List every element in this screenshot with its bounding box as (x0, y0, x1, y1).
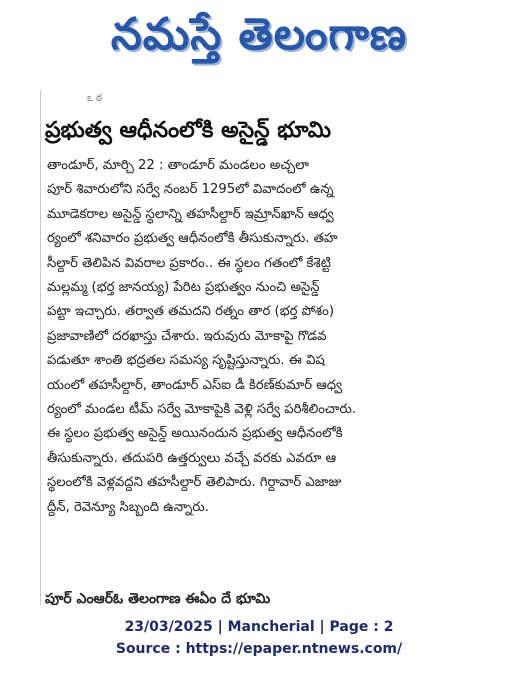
article-line: స్థలంలోకి వెళ్లవద్దని తహసీల్దార్ తెలిపారు. గిర్దావార్ ఎజాజు (47, 475, 342, 491)
article-headline: ప్రభుత్వ ఆధీనంలోకి అసైన్డ్ భూమి (45, 118, 332, 143)
article-line: పడుతూ శాంతి భద్రతల సమస్య సృష్టిస్తున్నారు. ఈ విష (47, 353, 325, 369)
article-line: ర్యంలో శనివారం ప్రభుత్వ ఆధీనంలోకి తీసుకున్నారు. తహ (47, 231, 338, 247)
article-line: సీల్దార్ తెలిపిన వివరాల ప్రకారం.. ఈ స్థలం గతంలో కేశెట్టి (47, 255, 331, 271)
newspaper-masthead (0, 0, 518, 80)
footer-source-link[interactable]: Source : https://epaper.ntnews.com/ (115, 641, 403, 657)
news-clipping (40, 90, 481, 605)
article-line: ద్దీన్, రెవెన్యూ సిబ్బంది ఉన్నారు. (47, 499, 209, 515)
article-line: తీసుకున్నారు. తదుపరి ఉత్తర్వులు వచ్చే వరకు ఎవరూ ఆ (47, 450, 337, 466)
clip-top-fragment: ఽ ఠ (87, 93, 103, 104)
footer-date-edition: 23/03/2025 | Mancherial | Page : 2 (124, 619, 394, 635)
article-line: పూర్ శివారులోని సర్వే నంబర్ 1295లో వివాదంలో ఉన్న (47, 182, 334, 198)
masthead-title: నమస్తే తెలంగాణ (110, 9, 408, 60)
article-line: ఈ స్థలం ప్రభుత్వ అసైన్డ్ అయినందున ప్రభుత్వ ఆధీనంలోకి (47, 426, 343, 442)
article-line: తాండూర్, మార్చి 22 : తాండూర్ మండలం అచ్చలా (47, 158, 309, 173)
article-body (41, 154, 481, 520)
clip-footer (0, 616, 518, 660)
article-line: మల్లమ్మ (భర్త జానయ్య) పేరిట ప్రభుత్వం నుంచి అసైన్డ్ (47, 280, 320, 296)
article-line: ర్యంలో మండల టీమ్ సర్వే మోకాపైకి వెళ్లి సర్వే పరిశీలించారు. (47, 402, 357, 418)
article-line: యంలో తహసీల్దార్, తాండూర్ ఎస్ఐ డీ కిరణ్‌కుమార్ ఆధ్వ (47, 377, 343, 393)
clip-cut-fragment: పూర్ ఎంఆర్ఓ తెలంగాణ ఈఏం దే భూమి (45, 591, 271, 605)
article-line: పట్టా ఇచ్చారు. తర్వాత తమదని రత్నం తార (భర్త పోశం) (47, 304, 334, 320)
article-line: ప్రజావాణిలో దరఖాస్తు చేశారు. ఇరువురు మోకాపై గొడవ (47, 328, 327, 344)
article-line: మూడెకరాల అసైన్డ్ స్థలాన్ని తహసీల్దార్ ఇమ్రాన్‌ఖాన్ ఆధ్వ (47, 206, 334, 222)
